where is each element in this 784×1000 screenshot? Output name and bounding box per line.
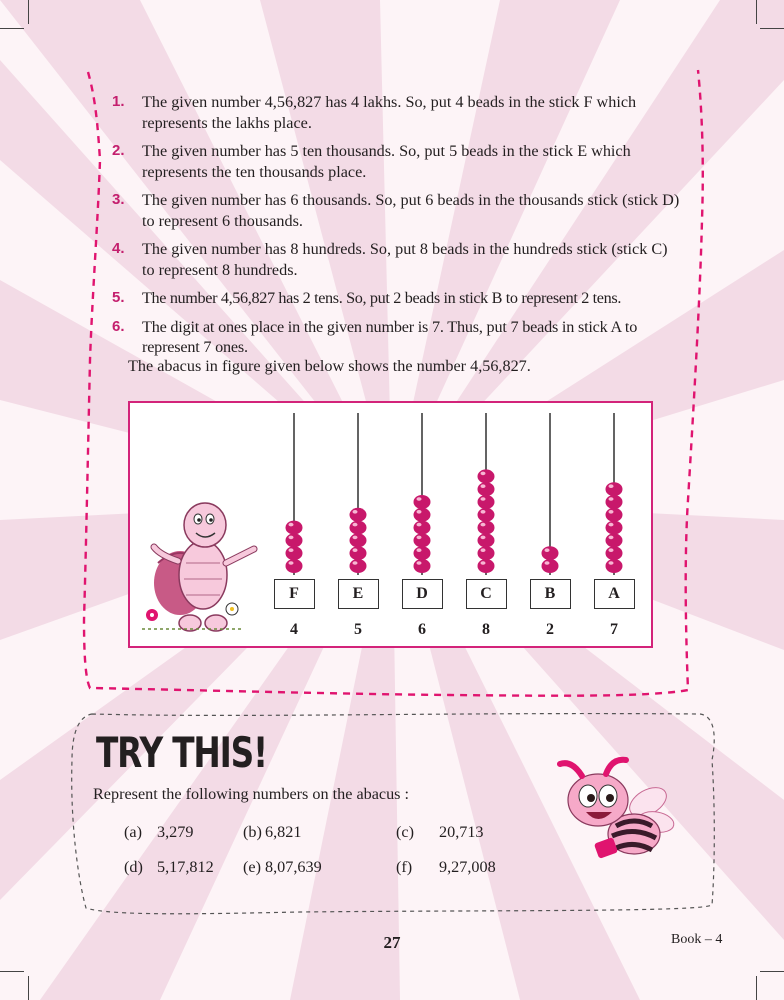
exercise-label: (b) [243, 823, 262, 841]
bead-highlight [353, 536, 358, 540]
exercise-label: (a) [124, 823, 142, 841]
try-this-title: TRY THIS! [96, 728, 267, 777]
bead-highlight [481, 548, 486, 552]
abacus-bead [414, 546, 431, 560]
abacus-bead [606, 521, 623, 535]
abacus-bead [606, 546, 623, 560]
step-number: 3. [112, 191, 125, 208]
exercise-label: (e) [243, 858, 261, 876]
step-text: The given number 4,56,827 has 4 lakhs. So, put 4 beads in the stick F which represents the lakhs place. [142, 93, 637, 132]
abacus-bead [286, 533, 303, 547]
abacus-bead [478, 469, 495, 483]
abacus-bead [350, 521, 367, 535]
step-item [108, 317, 683, 358]
abacus-bead [414, 495, 431, 509]
bead-highlight [353, 561, 358, 565]
bead-highlight [609, 523, 614, 527]
bead-highlight [289, 523, 294, 527]
step-item [108, 239, 683, 280]
bead-highlight [481, 484, 486, 488]
bead-highlight [417, 561, 422, 565]
steps-list [108, 92, 683, 366]
bead-highlight [481, 510, 486, 514]
bee-illustration [552, 756, 680, 868]
abacus-bead [286, 546, 303, 560]
step-text: The given number has 6 thousands. So, put 6 beads in the thousands stick (stick D) to represent 6 thousands. [142, 191, 680, 230]
bead-highlight [609, 536, 614, 540]
abacus-bead [350, 559, 367, 573]
exercise-label: (c) [396, 823, 414, 841]
rod-digit: 8 [482, 621, 490, 638]
step-item [108, 190, 683, 231]
turtle-illustration [142, 503, 254, 631]
abacus-bead [606, 495, 623, 509]
rod-digit: 7 [610, 621, 618, 638]
bead-highlight [481, 523, 486, 527]
step-text: The number 4,56,827 has 2 tens. So, put 2 beads in stick B to represent 2 tens. [142, 289, 622, 307]
bead-highlight [481, 536, 486, 540]
page-number: 27 [383, 933, 401, 952]
bead-highlight [609, 548, 614, 552]
rod-digit: 4 [290, 621, 298, 638]
abacus-bead [350, 533, 367, 547]
bead-highlight [417, 510, 422, 514]
abacus-bead [606, 559, 623, 573]
abacus-bead [350, 508, 367, 522]
abacus-bead [478, 508, 495, 522]
bead-highlight [545, 561, 550, 565]
step-item [108, 141, 683, 182]
abacus-bead [286, 559, 303, 573]
rod-digit: 2 [546, 621, 554, 638]
exercise-value: 3,279 [157, 823, 194, 841]
bead-highlight [417, 548, 422, 552]
bead-highlight [289, 561, 294, 565]
abacus-bead [606, 508, 623, 522]
abacus-bead [350, 546, 367, 560]
bead-highlight [545, 548, 550, 552]
abacus-bead [542, 546, 559, 560]
bead-highlight [609, 484, 614, 488]
bead-highlight [609, 561, 614, 565]
bead-highlight [481, 561, 486, 565]
step-item [108, 92, 683, 133]
exercise-value: 9,27,008 [439, 858, 496, 876]
book-label: Book – 4 [671, 932, 723, 947]
bead-highlight [353, 523, 358, 527]
step-number: 1. [112, 93, 125, 110]
abacus-bead [606, 482, 623, 496]
abacus-bead [606, 533, 623, 547]
abacus-figure [128, 401, 653, 648]
exercise-label: (d) [124, 858, 143, 876]
abacus-bead [478, 533, 495, 547]
step-text: The given number has 8 hundreds. So, put 8 beads in the hundreds stick (stick C) to represent 8 hundreds. [142, 240, 668, 279]
bead-highlight [417, 497, 422, 501]
bead-highlight [289, 536, 294, 540]
rod-label-box: F [274, 579, 315, 609]
try-this-instruction: Represent the following numbers on the abacus : [93, 785, 410, 803]
rod-digit: 5 [354, 621, 362, 638]
abacus-bead [478, 546, 495, 560]
bead-highlight [481, 472, 486, 476]
step-item [108, 288, 683, 309]
exercise-value: 5,17,812 [157, 858, 214, 876]
bead-highlight [417, 523, 422, 527]
rod-digit: 6 [418, 621, 426, 638]
rod-label-box: D [402, 579, 443, 609]
step-text: The digit at ones place in the given number is 7. Thus, put 7 beads in stick A to represent 7 ones. [142, 317, 638, 356]
abacus-caption: The abacus in figure given below shows the number 4,56,827. [128, 357, 531, 375]
step-number: 5. [112, 289, 125, 306]
abacus-bead [286, 521, 303, 535]
abacus-bead [414, 559, 431, 573]
exercise-value: 8,07,639 [265, 858, 322, 876]
bead-highlight [609, 510, 614, 514]
rod-label-box: E [338, 579, 379, 609]
abacus-bead [478, 482, 495, 496]
step-number: 2. [112, 142, 125, 159]
bead-highlight [609, 497, 614, 501]
bead-highlight [481, 497, 486, 501]
rod-label-box: C [466, 579, 507, 609]
step-text: The given number has 5 ten thousands. So, put 5 beads in the stick E which represents the ten thousands place. [142, 142, 631, 181]
bead-highlight [417, 536, 422, 540]
abacus-bead [414, 508, 431, 522]
abacus-bead [478, 521, 495, 535]
rod-label-box: B [530, 579, 571, 609]
bead-highlight [353, 510, 358, 514]
abacus-bead [542, 559, 559, 573]
abacus-bead [414, 533, 431, 547]
bead-highlight [289, 548, 294, 552]
bead-highlight [353, 548, 358, 552]
rod-label-box: A [594, 579, 635, 609]
step-number: 6. [112, 317, 125, 335]
step-number: 4. [112, 240, 125, 257]
abacus-bead [478, 559, 495, 573]
exercise-value: 6,821 [265, 823, 302, 841]
abacus-drawing [130, 403, 651, 646]
abacus-bead [478, 495, 495, 509]
exercise-label: (f) [396, 858, 413, 876]
abacus-bead [414, 521, 431, 535]
exercise-value: 20,713 [439, 823, 484, 841]
